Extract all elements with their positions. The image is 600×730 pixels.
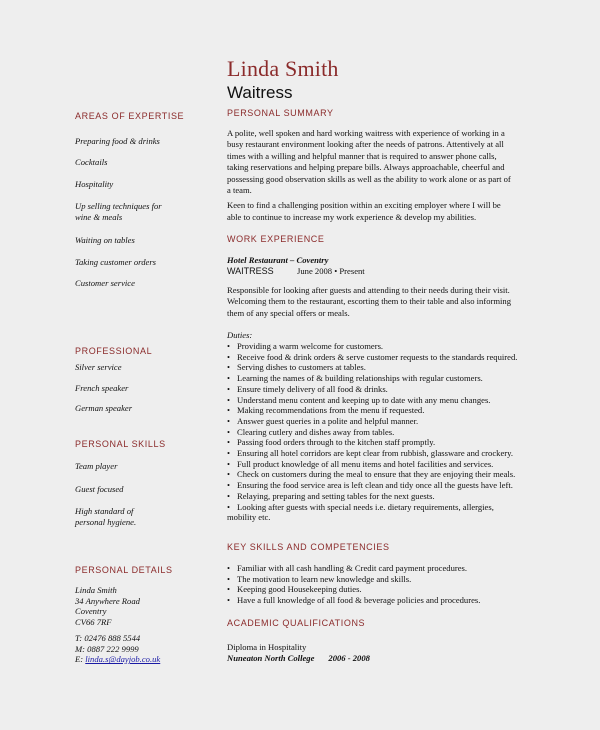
mobile: M: 0887 222 9999 bbox=[75, 643, 139, 654]
skills-list bbox=[227, 563, 547, 606]
personal-details bbox=[75, 585, 140, 627]
expertise-item: Waiting on tables bbox=[75, 235, 135, 245]
email-link[interactable]: linda.s@dayjob.co.uk bbox=[85, 654, 161, 665]
expertise-item: Preparing food & drinks bbox=[75, 136, 160, 146]
list-item: • Check on customers during the meal to ensure that they are enjoying their meals. bbox=[227, 469, 516, 480]
personal-skill-item: High standard of personal hygiene. bbox=[75, 506, 137, 527]
summary-heading: PERSONAL SUMMARY bbox=[227, 108, 334, 118]
personal-details-heading: PERSONAL DETAILS bbox=[75, 565, 173, 575]
list-item: • Serving dishes to customers at tables. bbox=[227, 362, 366, 373]
details-name: Linda Smith bbox=[75, 585, 117, 595]
list-item: • Full product knowledge of all menu items and hotel facilities and services. bbox=[227, 458, 494, 469]
address-line: 34 Anywhere Road bbox=[75, 595, 140, 606]
list-item: • Answer guest queries in a polite and helpful manner. bbox=[227, 415, 419, 426]
expertise-item: Hospitality bbox=[75, 179, 114, 189]
duties-list bbox=[227, 341, 547, 523]
list-item: • Looking after guests with special needs i.e. dietary requirements, allergies, bbox=[227, 501, 494, 512]
qualifications-heading: ACADEMIC QUALIFICATIONS bbox=[227, 618, 366, 628]
list-item: • Relaying, preparing and setting tables for the next guests. bbox=[227, 490, 435, 501]
list-item: • Ensuring the food service area is left clean and tidy once all the guests have left. bbox=[227, 480, 513, 491]
professional-item: Silver service bbox=[75, 362, 122, 372]
professional-heading: PROFESSIONAL bbox=[75, 346, 153, 356]
expertise-heading: AREAS OF EXPERTISE bbox=[75, 111, 185, 121]
professional-item: French speaker bbox=[75, 383, 129, 393]
position: WAITRESS bbox=[227, 266, 274, 276]
college-row bbox=[227, 653, 370, 663]
skills-heading: KEY SKILLS AND COMPETENCIES bbox=[227, 542, 390, 552]
summary-text: A polite, well spoken and hard working waitress with experience of working in a busy restaurant environment looking after the needs of patrons. Attentively at all times with a willing and helpful manner that is required to answer phone calls, taking reservations and helping prepare bills. Always approachable, cheerful and possessing good observation skills as well as the ability to work alone or as part of a team. Keen to find a challenging position within an exciting employer where I will be able to continue to increase my work experience & develop my abilities. bbox=[227, 128, 511, 222]
expertise-item: Up selling techniques for wine & meals bbox=[75, 201, 162, 222]
dates: June 2008 • Present bbox=[297, 266, 365, 276]
list-item: • Making recommendations from the menu if requested. bbox=[227, 405, 425, 416]
list-item: • Ensuring all hotel corridors are kept clear from rubbish, glassware and crockery. bbox=[227, 448, 514, 459]
list-item: • Keeping good Housekeeping duties. bbox=[227, 584, 362, 595]
years: 2006 - 2008 bbox=[328, 653, 370, 663]
list-item-continued: mobility etc. bbox=[227, 512, 271, 523]
list-item: • Learning the names of & building relationships with regular customers. bbox=[227, 373, 483, 384]
position-row bbox=[227, 266, 365, 276]
email-line: E: linda.s@dayjob.co.uk bbox=[75, 654, 161, 665]
list-item: • Understand menu content and keeping up to date with any menu changes. bbox=[227, 394, 491, 405]
list-item: • Providing a warm welcome for customers. bbox=[227, 341, 384, 351]
list-item: • Ensure timely delivery of all food & drinks. bbox=[227, 383, 388, 394]
list-item: • Clearing cutlery and dishes away from tables. bbox=[227, 426, 395, 437]
candidate-title: Waitress bbox=[227, 83, 293, 102]
contact-details bbox=[75, 633, 160, 665]
expertise-item: Taking customer orders bbox=[75, 257, 157, 267]
list-item: • The motivation to learn new knowledge and skills. bbox=[227, 573, 412, 584]
experience-intro: Responsible for looking after guests and attending to their needs during their visit. Welcoming them to the restaurant, escorting them to their table and also informing them of any special offers or meals. bbox=[227, 285, 512, 318]
address-line: CV66 7RF bbox=[75, 616, 112, 627]
professional-item: German speaker bbox=[75, 403, 133, 413]
experience-heading: WORK EXPERIENCE bbox=[227, 234, 325, 244]
expertise-item: Customer service bbox=[75, 278, 135, 288]
expertise-item: Cocktails bbox=[75, 157, 108, 167]
diploma: Diploma in Hospitality bbox=[227, 642, 307, 652]
personal-skill-item: Team player bbox=[75, 461, 118, 471]
candidate-name: Linda Smith bbox=[227, 56, 339, 81]
duties-heading: Duties: bbox=[227, 330, 253, 340]
personal-skills-heading: PERSONAL SKILLS bbox=[75, 439, 166, 449]
college: Nuneaton North College bbox=[227, 653, 315, 663]
address-line: Coventry bbox=[75, 606, 107, 617]
telephone: T: 02476 888 5544 bbox=[75, 633, 141, 643]
list-item: • Have a full knowledge of all food & beverage policies and procedures. bbox=[227, 595, 481, 606]
personal-skill-item: Guest focused bbox=[75, 484, 124, 494]
list-item: • Receive food & drink orders & serve customer requests to the standards required. bbox=[227, 351, 518, 362]
list-item: • Familiar with all cash handling & Credit card payment procedures. bbox=[227, 563, 468, 573]
employer: Hotel Restaurant – Coventry bbox=[227, 255, 329, 265]
list-item: • Passing food orders through to the kitchen staff promptly. bbox=[227, 437, 436, 448]
